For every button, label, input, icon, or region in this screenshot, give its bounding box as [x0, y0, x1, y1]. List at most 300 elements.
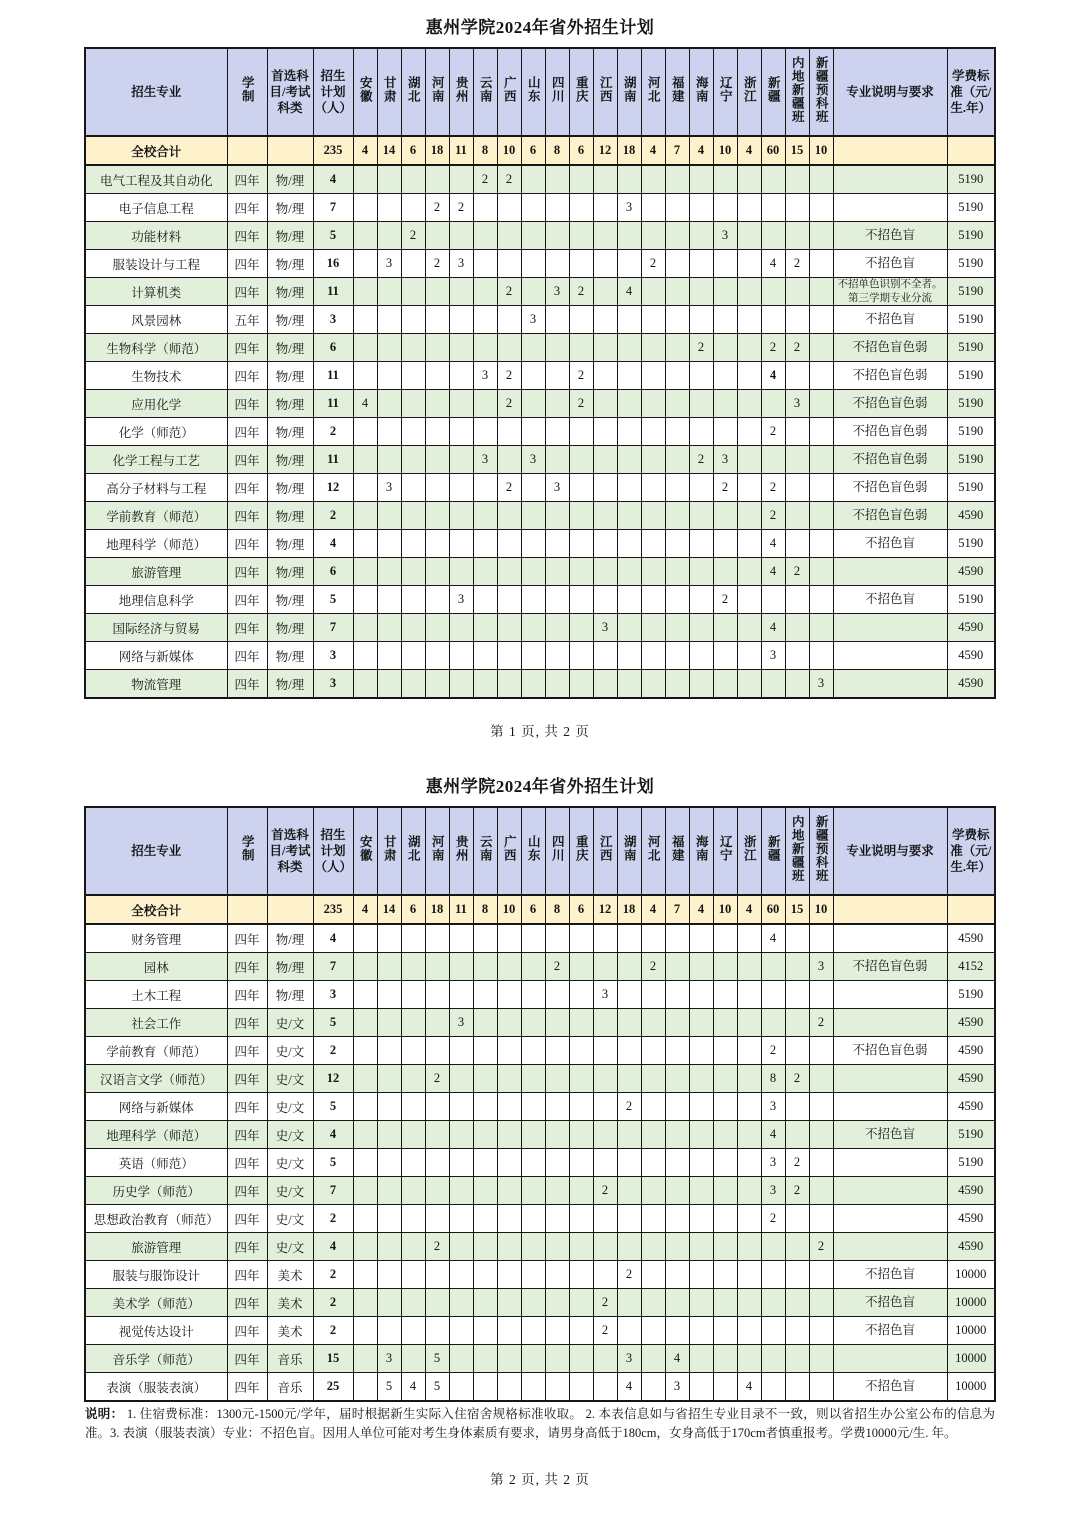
province-value-cell [353, 1177, 377, 1205]
major-row [85, 418, 995, 446]
province-value-cell [473, 1205, 497, 1233]
tuition-cell: 4590 [947, 1065, 995, 1093]
province-value-cell [377, 390, 401, 418]
province-value-cell [449, 1261, 473, 1289]
province-value-cell [713, 614, 737, 642]
province-value-cell [761, 670, 785, 699]
province-value-cell [425, 306, 449, 334]
province-value-cell [401, 334, 425, 362]
province-value-cell [545, 1065, 569, 1093]
province-value-cell [449, 306, 473, 334]
province-value-cell [377, 194, 401, 222]
province-label: 四川 [550, 76, 565, 104]
province-value-cell [689, 1345, 713, 1373]
province-value-cell [521, 953, 545, 981]
totals-province-value: 10 [713, 895, 737, 924]
province-value-cell [737, 362, 761, 390]
province-value-cell [521, 1037, 545, 1065]
province-value-cell [473, 1093, 497, 1121]
province-value-cell [665, 1065, 689, 1093]
remarks-cell [833, 614, 947, 642]
duration-cell: 四年 [227, 1345, 267, 1373]
province-value-cell [401, 250, 425, 278]
province-value-cell [785, 362, 809, 390]
province-value-cell: 3 [713, 222, 737, 250]
col-header-province [569, 807, 593, 895]
province-value-cell [353, 1065, 377, 1093]
province-value-cell [545, 1233, 569, 1261]
province-value-cell [761, 222, 785, 250]
province-value-cell [713, 418, 737, 446]
duration-cell: 四年 [227, 1093, 267, 1121]
totals-province-value: 10 [497, 895, 521, 924]
province-value-cell: 2 [785, 1177, 809, 1205]
province-value-cell [401, 1205, 425, 1233]
plan-cell: 4 [313, 1121, 353, 1149]
major-row [85, 334, 995, 362]
col-header-province [809, 807, 833, 895]
totals-province-value: 8 [545, 895, 569, 924]
province-value-cell [713, 1317, 737, 1345]
col-header-province [737, 807, 761, 895]
province-value-cell: 4 [761, 924, 785, 953]
remarks-cell: 不招色盲 [833, 586, 947, 614]
province-value-cell: 2 [617, 1261, 641, 1289]
province-value-cell [593, 1037, 617, 1065]
notes-label: 说明： [85, 1407, 124, 1421]
province-value-cell [737, 1205, 761, 1233]
plan-cell: 5 [313, 586, 353, 614]
province-value-cell: 4 [737, 1373, 761, 1402]
province-value-cell [809, 334, 833, 362]
totals-remarks [833, 136, 947, 165]
province-value-cell [377, 1177, 401, 1205]
province-value-cell [785, 1093, 809, 1121]
province-value-cell [425, 586, 449, 614]
province-value-cell: 3 [761, 1177, 785, 1205]
province-value-cell [353, 586, 377, 614]
province-value-cell [521, 362, 545, 390]
tuition-cell: 5190 [947, 418, 995, 446]
major-row [85, 1121, 995, 1149]
major-row [85, 222, 995, 250]
province-value-cell [665, 1009, 689, 1037]
province-value-cell [497, 558, 521, 586]
province-value-cell [617, 1177, 641, 1205]
province-value-cell: 3 [377, 250, 401, 278]
province-label: 河北 [646, 76, 661, 104]
major-cell: 服装设计与工程 [85, 250, 227, 278]
province-value-cell [689, 250, 713, 278]
province-value-cell [521, 586, 545, 614]
plan-cell: 5 [313, 1009, 353, 1037]
province-value-cell [545, 390, 569, 418]
plan-cell: 5 [313, 1093, 353, 1121]
province-value-cell [665, 670, 689, 699]
province-value-cell: 3 [521, 306, 545, 334]
province-value-cell [473, 981, 497, 1009]
plan-cell: 2 [313, 1205, 353, 1233]
province-value-cell [593, 953, 617, 981]
province-value-cell [449, 614, 473, 642]
province-value-cell [473, 418, 497, 446]
col-header-duration-label: 学制 [240, 76, 255, 104]
province-value-cell [809, 586, 833, 614]
province-value-cell: 2 [761, 1205, 785, 1233]
col-header-province [449, 48, 473, 136]
province-value-cell [473, 558, 497, 586]
major-row [85, 1149, 995, 1177]
province-value-cell [521, 502, 545, 530]
province-value-cell [449, 1093, 473, 1121]
duration-cell: 四年 [227, 530, 267, 558]
major-cell: 学前教育（师范） [85, 502, 227, 530]
major-row [85, 558, 995, 586]
province-value-cell [497, 1261, 521, 1289]
province-value-cell [737, 981, 761, 1009]
province-value-cell: 2 [761, 502, 785, 530]
major-cell: 网络与新媒体 [85, 1093, 227, 1121]
province-value-cell [473, 390, 497, 418]
province-value-cell [809, 1065, 833, 1093]
province-value-cell [545, 924, 569, 953]
province-value-cell [545, 642, 569, 670]
province-value-cell [497, 194, 521, 222]
plan-cell: 5 [313, 1149, 353, 1177]
totals-row [85, 136, 995, 165]
subject-cell: 物/理 [267, 502, 313, 530]
province-value-cell [401, 194, 425, 222]
province-value-cell [665, 1261, 689, 1289]
col-header-province [761, 807, 785, 895]
province-value-cell: 2 [761, 474, 785, 502]
remarks-cell [833, 981, 947, 1009]
province-value-cell [569, 1317, 593, 1345]
province-value-cell [353, 1205, 377, 1233]
duration-cell: 四年 [227, 165, 267, 194]
province-value-cell [425, 953, 449, 981]
province-value-cell [497, 953, 521, 981]
province-label: 甘肃 [382, 76, 397, 104]
totals-province-value: 14 [377, 136, 401, 165]
province-value-cell [593, 530, 617, 558]
col-header-major: 招生专业 [85, 48, 227, 136]
province-value-cell: 2 [425, 250, 449, 278]
header-row [85, 807, 995, 895]
province-value-cell [497, 502, 521, 530]
province-value-cell [521, 1289, 545, 1317]
col-header-duration [227, 807, 267, 895]
major-cell: 化学工程与工艺 [85, 446, 227, 474]
totals-plan: 235 [313, 895, 353, 924]
plan-cell: 2 [313, 418, 353, 446]
province-value-cell [641, 586, 665, 614]
province-value-cell [617, 586, 641, 614]
province-value-cell [377, 642, 401, 670]
province-value-cell [785, 474, 809, 502]
province-value-cell [617, 1289, 641, 1317]
province-value-cell [809, 362, 833, 390]
province-value-cell [665, 165, 689, 194]
province-value-cell [785, 1345, 809, 1373]
province-value-cell [353, 953, 377, 981]
province-value-cell [713, 362, 737, 390]
province-value-cell [665, 1121, 689, 1149]
col-header-province [521, 807, 545, 895]
province-value-cell [785, 670, 809, 699]
province-value-cell [761, 1345, 785, 1373]
province-value-cell [761, 278, 785, 306]
province-value-cell [809, 981, 833, 1009]
duration-cell: 四年 [227, 1065, 267, 1093]
province-value-cell [497, 1345, 521, 1373]
province-value-cell [473, 1289, 497, 1317]
province-value-cell [521, 165, 545, 194]
province-value-cell [521, 981, 545, 1009]
province-value-cell [545, 306, 569, 334]
province-value-cell [497, 418, 521, 446]
major-row [85, 981, 995, 1009]
subject-cell: 物/理 [267, 306, 313, 334]
province-value-cell: 2 [785, 334, 809, 362]
province-value-cell [569, 642, 593, 670]
province-value-cell [497, 1373, 521, 1402]
province-value-cell [401, 306, 425, 334]
province-value-cell [473, 306, 497, 334]
province-value-cell: 4 [665, 1345, 689, 1373]
totals-province-value: 7 [665, 895, 689, 924]
province-value-cell [665, 390, 689, 418]
province-value-cell [569, 502, 593, 530]
province-value-cell [449, 502, 473, 530]
province-value-cell [689, 1009, 713, 1037]
col-header-duration-label: 学制 [240, 835, 255, 863]
subject-cell: 物/理 [267, 981, 313, 1009]
totals-tuition [947, 136, 995, 165]
totals-province-value: 60 [761, 136, 785, 165]
duration-cell: 四年 [227, 1233, 267, 1261]
province-value-cell [761, 1009, 785, 1037]
province-value-cell [377, 1149, 401, 1177]
province-value-cell [425, 530, 449, 558]
province-value-cell [569, 1233, 593, 1261]
province-value-cell [809, 1149, 833, 1177]
totals-province-value: 4 [689, 136, 713, 165]
major-row [85, 953, 995, 981]
plan-cell: 11 [313, 362, 353, 390]
province-value-cell [737, 446, 761, 474]
remarks-cell: 不招色盲色弱 [833, 390, 947, 418]
province-label: 湖南 [622, 835, 637, 863]
province-label: 海南 [694, 835, 709, 863]
province-value-cell [713, 1289, 737, 1317]
totals-province-value: 18 [425, 136, 449, 165]
province-value-cell [521, 558, 545, 586]
province-value-cell [809, 1345, 833, 1373]
province-value-cell [353, 642, 377, 670]
province-value-cell: 2 [641, 953, 665, 981]
province-value-cell [545, 446, 569, 474]
tuition-cell: 4590 [947, 614, 995, 642]
duration-cell: 四年 [227, 446, 267, 474]
header-row [85, 48, 995, 136]
province-value-cell [425, 670, 449, 699]
totals-row [85, 895, 995, 924]
major-cell: 学前教育（师范） [85, 1037, 227, 1065]
major-cell: 土木工程 [85, 981, 227, 1009]
province-value-cell: 2 [785, 558, 809, 586]
col-header-province [809, 48, 833, 136]
tuition-cell: 5190 [947, 362, 995, 390]
province-label: 山东 [526, 835, 541, 863]
province-value-cell [809, 1289, 833, 1317]
province-value-cell [473, 1345, 497, 1373]
subject-cell: 物/理 [267, 558, 313, 586]
province-value-cell: 2 [401, 222, 425, 250]
province-value-cell [713, 1205, 737, 1233]
province-value-cell [497, 924, 521, 953]
province-value-cell [545, 1037, 569, 1065]
province-value-cell [521, 194, 545, 222]
province-value-cell [449, 670, 473, 699]
subject-cell: 音乐 [267, 1345, 313, 1373]
province-value-cell [665, 418, 689, 446]
province-value-cell [617, 614, 641, 642]
duration-cell: 四年 [227, 924, 267, 953]
province-value-cell [521, 250, 545, 278]
province-label: 云南 [478, 835, 493, 863]
province-value-cell: 3 [449, 586, 473, 614]
province-value-cell: 2 [617, 1093, 641, 1121]
province-value-cell [497, 446, 521, 474]
province-value-cell [665, 1037, 689, 1065]
province-value-cell [401, 1289, 425, 1317]
plan-cell: 6 [313, 334, 353, 362]
province-value-cell [737, 1345, 761, 1373]
province-value-cell [785, 1205, 809, 1233]
subject-cell: 史/文 [267, 1177, 313, 1205]
province-value-cell [641, 1205, 665, 1233]
province-value-cell [689, 1177, 713, 1205]
province-value-cell [425, 1037, 449, 1065]
province-label: 山东 [526, 76, 541, 104]
page-footer-2: 第 2 页, 共 2 页 [490, 1471, 590, 1487]
province-value-cell [473, 1121, 497, 1149]
major-row [85, 614, 995, 642]
province-value-cell [713, 1345, 737, 1373]
province-value-cell [593, 306, 617, 334]
tuition-cell: 4590 [947, 1093, 995, 1121]
province-value-cell [761, 981, 785, 1009]
major-row [85, 586, 995, 614]
province-value-cell [641, 530, 665, 558]
province-value-cell [521, 670, 545, 699]
plan-cell: 2 [313, 1317, 353, 1345]
province-value-cell [593, 502, 617, 530]
province-value-cell [665, 446, 689, 474]
col-header-province [545, 48, 569, 136]
subject-cell: 史/文 [267, 1037, 313, 1065]
province-value-cell [353, 474, 377, 502]
tuition-cell: 5190 [947, 334, 995, 362]
plan-cell: 12 [313, 1065, 353, 1093]
totals-province-value: 11 [449, 136, 473, 165]
province-value-cell [809, 1037, 833, 1065]
province-value-cell [665, 250, 689, 278]
remarks-cell: 不招色盲 [833, 530, 947, 558]
province-value-cell [737, 953, 761, 981]
remarks-cell: 不招色盲色弱 [833, 1037, 947, 1065]
province-value-cell [761, 953, 785, 981]
province-value-cell [569, 418, 593, 446]
province-value-cell [641, 474, 665, 502]
province-value-cell [641, 924, 665, 953]
province-value-cell [641, 1373, 665, 1402]
major-row [85, 446, 995, 474]
province-value-cell [689, 362, 713, 390]
province-value-cell [353, 1009, 377, 1037]
province-value-cell [761, 1233, 785, 1261]
province-value-cell: 2 [569, 362, 593, 390]
plan-cell: 7 [313, 953, 353, 981]
notes-text: 1. 住宿费标准：1300元-1500元/学年，届时根据新生实际入住宿舍规格标准收取。 2. 本表信息如与省招生专业目录不一致，则以省招生办公室公布的信息为准。3. 表演（服装表演）专业：不招色盲。因用人单位可能对考生身体素质有要求，请男身高低于180cm，女身高低于170cm者慎重报考。学费10000元/生. 年。 [85, 1407, 995, 1441]
province-value-cell [593, 1233, 617, 1261]
col-header-remarks: 专业说明与要求 [833, 807, 947, 895]
province-value-cell [545, 670, 569, 699]
province-value-cell [449, 1065, 473, 1093]
province-value-cell [521, 1373, 545, 1402]
province-value-cell [521, 642, 545, 670]
province-value-cell: 2 [497, 474, 521, 502]
duration-cell: 四年 [227, 334, 267, 362]
province-value-cell [377, 334, 401, 362]
province-value-cell [737, 306, 761, 334]
province-value-cell [641, 502, 665, 530]
major-cell: 旅游管理 [85, 1233, 227, 1261]
province-value-cell [641, 334, 665, 362]
province-value-cell [665, 586, 689, 614]
province-value-cell [521, 1065, 545, 1093]
province-value-cell [401, 1065, 425, 1093]
province-value-cell [521, 222, 545, 250]
totals-province-value: 12 [593, 895, 617, 924]
province-value-cell [521, 390, 545, 418]
province-value-cell [713, 1233, 737, 1261]
province-value-cell [401, 1233, 425, 1261]
province-value-cell [665, 362, 689, 390]
province-value-cell [377, 222, 401, 250]
province-value-cell: 3 [545, 278, 569, 306]
major-row [85, 1261, 995, 1289]
province-value-cell [809, 1121, 833, 1149]
province-value-cell [689, 953, 713, 981]
province-value-cell [449, 642, 473, 670]
major-row [85, 390, 995, 418]
province-value-cell [713, 1093, 737, 1121]
province-value-cell [737, 530, 761, 558]
province-value-cell [809, 502, 833, 530]
major-row [85, 1065, 995, 1093]
major-row [85, 306, 995, 334]
province-value-cell: 4 [761, 614, 785, 642]
province-value-cell [593, 558, 617, 586]
province-value-cell [737, 1261, 761, 1289]
subject-cell: 音乐 [267, 1373, 313, 1402]
province-value-cell [593, 250, 617, 278]
province-value-cell [401, 1093, 425, 1121]
major-cell: 汉语言文学（师范） [85, 1065, 227, 1093]
province-value-cell: 4 [761, 250, 785, 278]
